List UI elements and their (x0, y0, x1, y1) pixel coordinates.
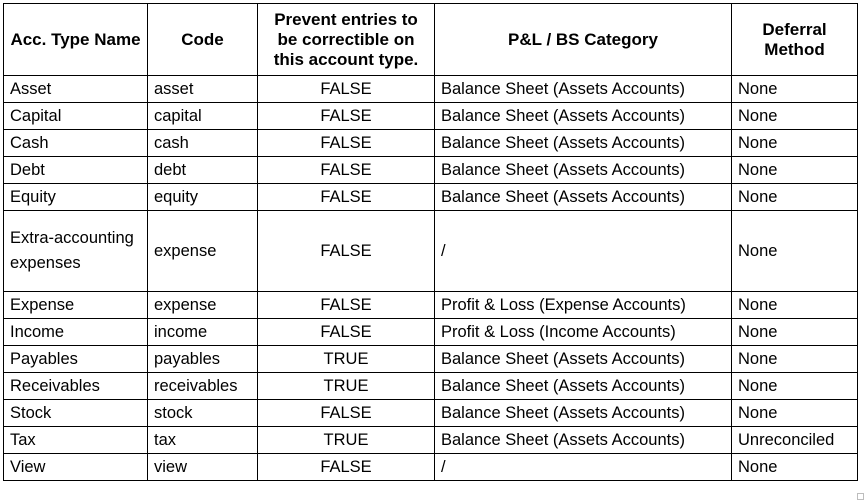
cell-deferral-method: None (732, 76, 858, 103)
cell-deferral-method: None (732, 184, 858, 211)
table-row (4, 76, 858, 103)
cell-acc-type-name: Debt (4, 157, 148, 184)
account-types-table (3, 3, 858, 481)
table-row (4, 454, 858, 481)
cell-code: equity (148, 184, 258, 211)
cell-prevent-entries: TRUE (258, 427, 435, 454)
cell-category: / (435, 211, 732, 292)
cell-deferral-method: None (732, 454, 858, 481)
cell-category: Balance Sheet (Assets Accounts) (435, 427, 732, 454)
cell-acc-type-name: Extra-accounting expenses (4, 211, 148, 292)
cell-category: Balance Sheet (Assets Accounts) (435, 373, 732, 400)
cell-deferral-method: None (732, 400, 858, 427)
cell-category: Balance Sheet (Assets Accounts) (435, 184, 732, 211)
table-row (4, 427, 858, 454)
cell-code: stock (148, 400, 258, 427)
cell-prevent-entries: TRUE (258, 346, 435, 373)
cell-category: Balance Sheet (Assets Accounts) (435, 346, 732, 373)
table-row (4, 103, 858, 130)
cell-code: tax (148, 427, 258, 454)
header-code: Code (148, 4, 258, 76)
header-deferral-method: Deferral Method (732, 4, 858, 76)
cell-deferral-method: None (732, 346, 858, 373)
cell-prevent-entries: FALSE (258, 130, 435, 157)
cell-acc-type-name: View (4, 454, 148, 481)
cell-prevent-entries: FALSE (258, 400, 435, 427)
cell-category: Balance Sheet (Assets Accounts) (435, 130, 732, 157)
cell-deferral-method: None (732, 157, 858, 184)
cell-code: capital (148, 103, 258, 130)
table-row (4, 184, 858, 211)
cell-prevent-entries: FALSE (258, 76, 435, 103)
cell-category: / (435, 454, 732, 481)
cell-acc-type-name: Expense (4, 292, 148, 319)
cell-category: Balance Sheet (Assets Accounts) (435, 157, 732, 184)
cell-code: debt (148, 157, 258, 184)
header-acc-type-name: Acc. Type Name (4, 4, 148, 76)
cell-category: Balance Sheet (Assets Accounts) (435, 103, 732, 130)
cell-prevent-entries: FALSE (258, 211, 435, 292)
cell-code: payables (148, 346, 258, 373)
cell-code: expense (148, 211, 258, 292)
cell-code: view (148, 454, 258, 481)
table-row (4, 346, 858, 373)
cell-category: Balance Sheet (Assets Accounts) (435, 76, 732, 103)
cell-prevent-entries: FALSE (258, 319, 435, 346)
cell-deferral-method: None (732, 292, 858, 319)
resize-handle[interactable] (857, 493, 864, 500)
cell-prevent-entries: FALSE (258, 454, 435, 481)
cell-deferral-method: None (732, 319, 858, 346)
header-pl-bs-category: P&L / BS Category (435, 4, 732, 76)
cell-acc-type-name: Cash (4, 130, 148, 157)
cell-deferral-method: Unreconciled (732, 427, 858, 454)
table-row (4, 292, 858, 319)
header-row (4, 4, 858, 76)
cell-acc-type-name: Tax (4, 427, 148, 454)
table-row (4, 373, 858, 400)
cell-code: expense (148, 292, 258, 319)
table-row (4, 319, 858, 346)
cell-acc-type-name: Stock (4, 400, 148, 427)
cell-category: Profit & Loss (Expense Accounts) (435, 292, 732, 319)
cell-prevent-entries: FALSE (258, 184, 435, 211)
cell-category: Profit & Loss (Income Accounts) (435, 319, 732, 346)
cell-deferral-method: None (732, 103, 858, 130)
cell-acc-type-name: Asset (4, 76, 148, 103)
cell-prevent-entries: FALSE (258, 157, 435, 184)
cell-deferral-method: None (732, 211, 858, 292)
cell-acc-type-name: Payables (4, 346, 148, 373)
cell-prevent-entries: FALSE (258, 103, 435, 130)
cell-acc-type-name: Capital (4, 103, 148, 130)
cell-prevent-entries: FALSE (258, 292, 435, 319)
header-prevent-entries: Prevent entries to be correctible on this account type. (258, 4, 435, 76)
cell-prevent-entries: TRUE (258, 373, 435, 400)
cell-deferral-method: None (732, 373, 858, 400)
cell-code: asset (148, 76, 258, 103)
cell-code: receivables (148, 373, 258, 400)
cell-acc-type-name: Receivables (4, 373, 148, 400)
cell-category: Balance Sheet (Assets Accounts) (435, 400, 732, 427)
table-row (4, 400, 858, 427)
cell-acc-type-name: Income (4, 319, 148, 346)
table-row (4, 157, 858, 184)
cell-code: cash (148, 130, 258, 157)
table-row (4, 211, 858, 292)
cell-code: income (148, 319, 258, 346)
cell-deferral-method: None (732, 130, 858, 157)
cell-acc-type-name: Equity (4, 184, 148, 211)
table-row (4, 130, 858, 157)
